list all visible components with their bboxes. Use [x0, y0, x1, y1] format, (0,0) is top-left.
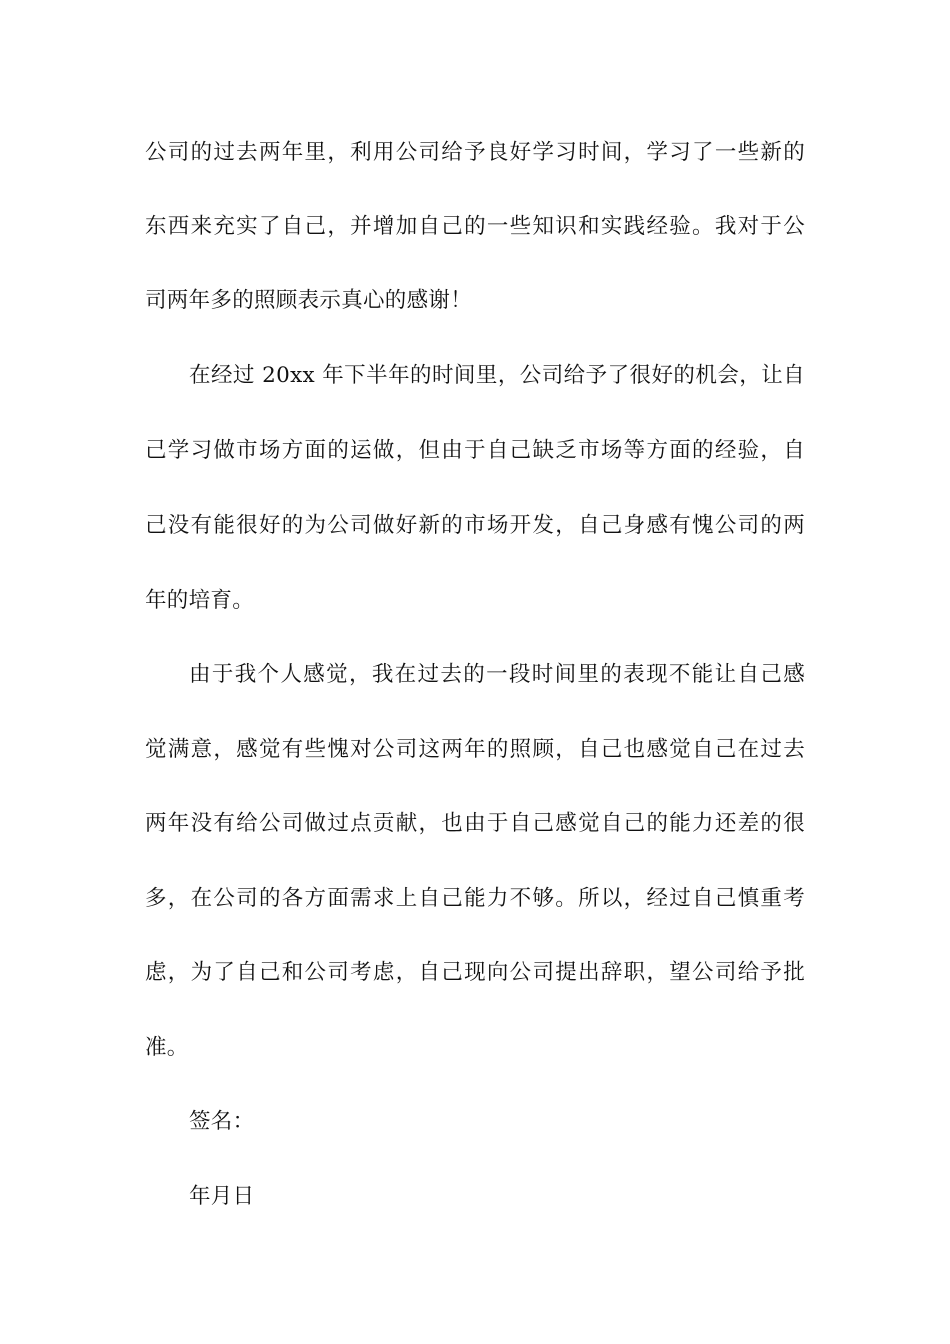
body-line-12: 虑，为了自己和公司考虑，自己现向公司提出辞职，望公司给予批	[145, 960, 805, 985]
date-label: 年月日	[189, 1184, 255, 1209]
signature-label: 签名：	[189, 1109, 255, 1134]
body-line-13: 准。	[145, 1035, 189, 1060]
body-line-11: 多，在公司的各方面需求上自己能力不够。所以，经过自己慎重考	[145, 886, 805, 911]
body-line-1: 公司的过去两年里，利用公司给予良好学习时间，学习了一些新的	[145, 140, 805, 165]
body-line-2: 东西来充实了自己，并增加自己的一些知识和实践经验。我对于公	[145, 214, 805, 239]
body-line-4: 在经过 20xx 年下半年的时间里，公司给予了很好的机会，让自	[189, 363, 805, 388]
body-line-7: 年的培育。	[145, 588, 255, 613]
body-line-8: 由于我个人感觉，我在过去的一段时间里的表现不能让自己感	[189, 662, 805, 687]
body-line-5: 己学习做市场方面的运做，但由于自己缺乏市场等方面的经验，自	[145, 438, 805, 463]
body-line-6: 己没有能很好的为公司做好新的市场开发，自己身感有愧公司的两	[145, 513, 805, 538]
body-line-9: 觉满意，感觉有些愧对公司这两年的照顾，自己也感觉自己在过去	[145, 737, 805, 762]
body-line-3: 司两年多的照顾表示真心的感谢！	[145, 288, 473, 313]
body-line-10: 两年没有给公司做过点贡献，也由于自己感觉自己的能力还差的很	[145, 811, 805, 836]
